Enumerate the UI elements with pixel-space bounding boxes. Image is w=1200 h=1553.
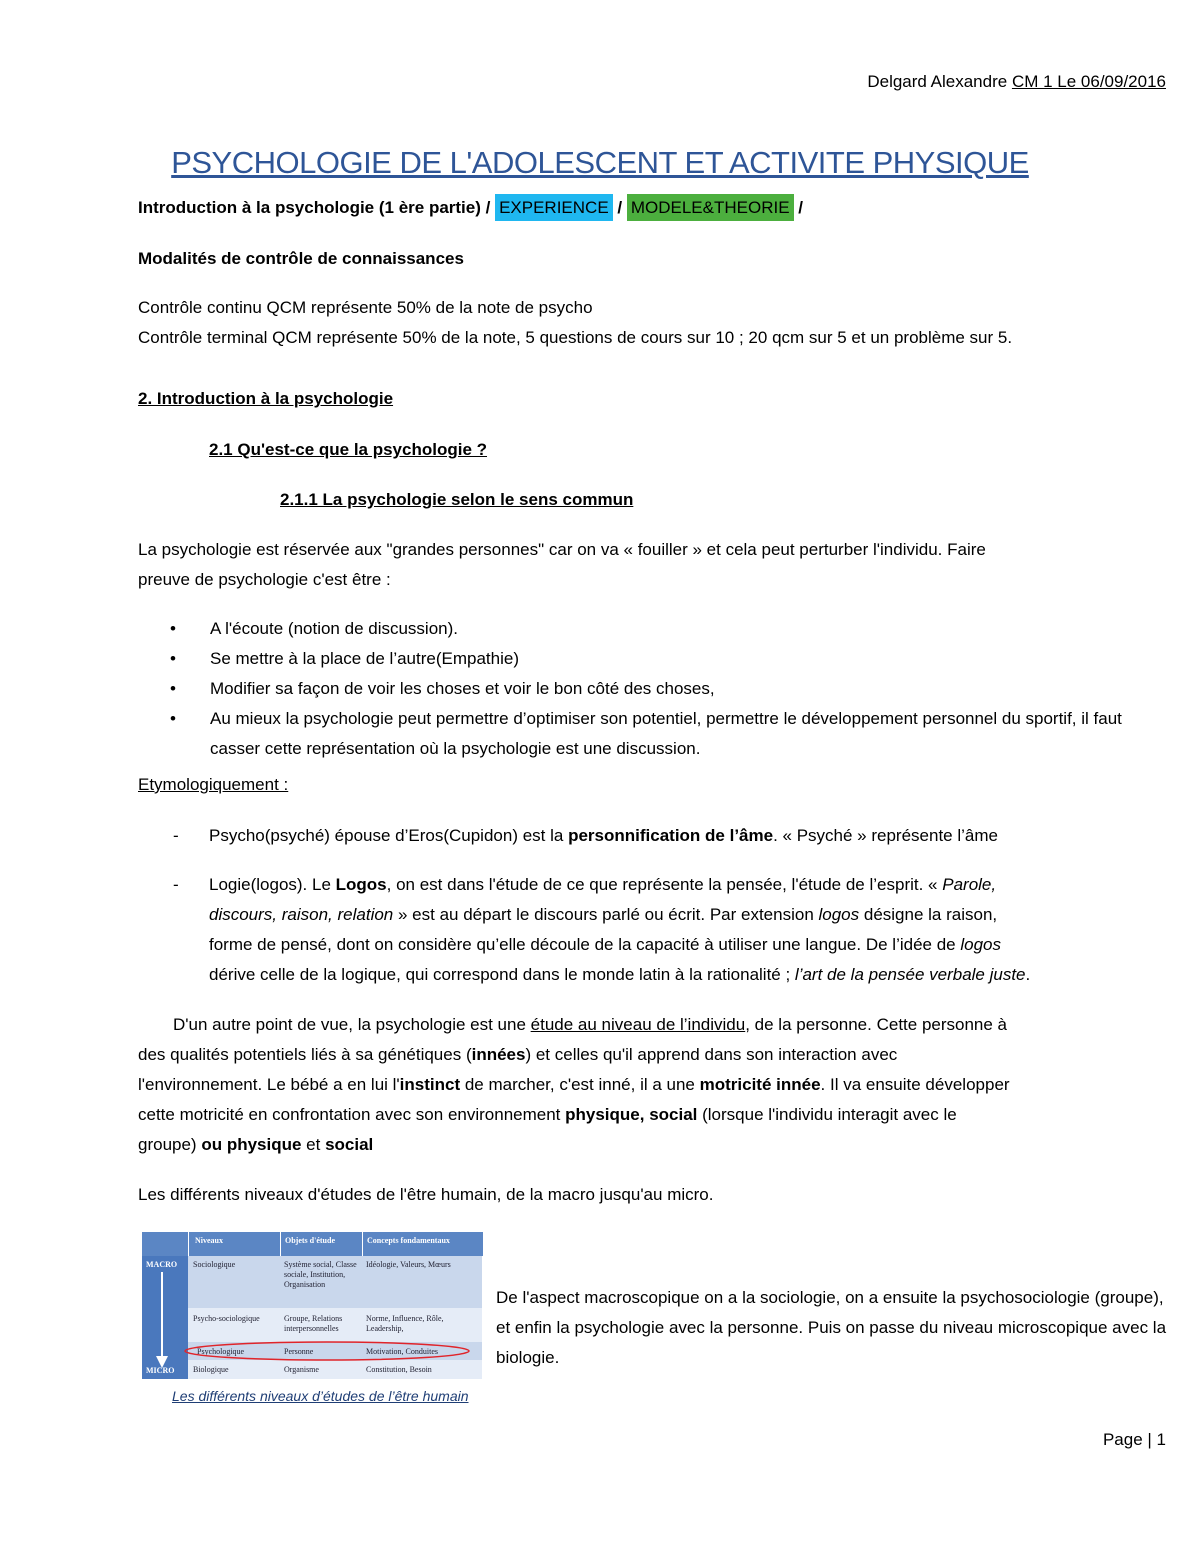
list-item: • Se mettre à la place de l’autre(Empathie) [170,644,1160,674]
logie-l1a: Logie(logos). Le [209,875,336,894]
table-cell: Biologique [193,1365,229,1374]
para2-l3: l'environnement. Le bébé a en lui l' [138,1075,400,1094]
logie-l3a: forme de pensé, dont on considère qu’elle découle de la capacité à utiliser une langue. De l’idée de [209,935,961,954]
para2-l3c: de marcher, c'est inné, il a une [460,1075,700,1094]
modalites-heading: Modalités de contrôle de connaissances [138,249,464,268]
psycho-line [209,821,998,851]
logie-l2d: désigne la raison, [859,905,998,924]
para1-line1: La psychologie est réservée aux "grandes personnes" car on va « fouiller » et cela peut perturber l'individu. Faire [138,540,986,559]
macro-label: MACRO [146,1260,178,1269]
para1-line2: preuve de psychologie c'est être : [138,570,391,589]
logie-l3b: logos [960,935,1001,954]
para2-l2: des qualités potentiels liés à sa génétiques ( [138,1045,472,1064]
para2-l2c: ) et celles qu'il apprend dans son interaction avec [525,1045,898,1064]
para2-b: étude au niveau de l’individu [530,1015,746,1034]
table-cell: Groupe, Relations interpersonnelles [284,1314,343,1333]
experience-tag[interactable]: EXPERIENCE [495,194,613,221]
etymo-heading: Etymologiquement : [138,775,289,794]
section-2-1-heading: 2.1 Qu'est-ce que la psychologie ? [209,440,488,459]
para2-line4 [138,1100,957,1130]
para2-l5c: et [301,1135,326,1154]
psycho-a: Psycho(psyché) épouse d’Eros(Cupidon) est la [209,826,569,845]
dash-marker: - [173,875,179,894]
para2-line3 [138,1070,1010,1100]
table-caption: Les différents niveaux d’études de l’être humain [172,1388,469,1404]
logie-l2c: logos [818,905,860,924]
header-course: CM 1 Le 06/09/2016 [1011,72,1166,91]
section-2-1-1-heading: 2.1.1 La psychologie selon le sens commun [280,490,634,509]
para2-l2b: innées [471,1045,526,1064]
logie-l1b: Logos [335,875,387,894]
levels-table-image [142,1232,482,1379]
para2-c: , de la personne. Cette personne à [745,1015,1008,1034]
list-item: • Modifier sa façon de voir les choses et voir le bon côté des choses, [170,674,1160,704]
logie-line4 [209,960,1030,990]
niveaux-intro: Les différents niveaux d'études de l'être humain, de la macro jusqu'au micro. [138,1185,714,1204]
para2-l5d: social [325,1135,374,1154]
para2-l5: groupe) [138,1135,202,1154]
table-cell: Organisme [284,1365,319,1374]
logie-l2b: » est au départ le discours parlé ou écrit. Par extension [393,905,819,924]
table-cell: Personne [284,1347,314,1356]
logie-l2a: discours, raison, relation [209,905,394,924]
para2-line2 [138,1040,897,1070]
intro-prefix: Introduction à la psychologie (1 ère partie) / [138,198,496,217]
section-2-heading: 2. Introduction à la psychologie [138,389,394,408]
controle-continu: Contrôle continu QCM représente 50% de la note de psycho [138,298,593,317]
dash-marker: - [173,826,179,845]
table-cell: Système social, Classe sociale, Institution, Organisation [284,1260,357,1289]
para2-line1 [173,1010,1007,1040]
table-cell: Sociologique [193,1260,236,1269]
controle-terminal: Contrôle terminal QCM représente 50% de la note, 5 questions de cours sur 10 ; 20 qcm sur 5 et un problème sur 5. [138,328,1013,347]
psycho-c: . « Psyché » représente l’âme [773,826,998,845]
table-cell: Constitution, Besoin [366,1365,432,1374]
list-item: • A l'écoute (notion de discussion). [170,614,1160,644]
para2-line5 [138,1130,373,1160]
table-cell: Psycho-sociologique [193,1314,260,1323]
modele-theorie-tag[interactable]: MODELE&THEORIE [627,194,794,221]
logie-l1c: , on est dans l'étude de ce que représente la pensée, l'étude de l’esprit. « [386,875,943,894]
para2-a: D'un autre point de vue, la psychologie est une [173,1015,531,1034]
logie-l4b: l’art de la pensée verbale juste [794,965,1026,984]
para2-l4: cette motricité en confrontation avec son environnement [138,1105,566,1124]
table-cell: Motivation, Conduites [366,1347,438,1356]
logie-line1 [209,870,996,900]
para2-l4c: (lorsque l'individu interagit avec le [697,1105,957,1124]
page-header [867,72,1166,92]
bullet-list [170,614,1160,764]
intro-sep: / [612,198,627,217]
para2-l3d: motricité innée [699,1075,821,1094]
document-title: PSYCHOLOGIE DE L'ADOLESCENT ET ACTIVITE PHYSIQUE [171,145,1029,180]
intro-line [138,193,803,223]
logie-l4a: dérive celle de la logique, qui correspond dans le monde latin à la rationalité ; [209,965,795,984]
micro-label: MICRO [146,1366,175,1375]
logie-line3 [209,930,1001,960]
para2-l3e: . Il va ensuite développer [820,1075,1010,1094]
logie-line2 [209,900,997,930]
logie-l4c: . [1025,965,1031,984]
intro-suffix: / [793,198,803,217]
table-header-text: Niveaux [195,1236,223,1245]
table-cell: Norme, Influence, Rôle, Leadership, [366,1314,444,1333]
list-item: • Au mieux la psychologie peut permettre d’optimiser son potentiel, permettre le développement personnel du sportif, il faut casser cette représentation où la psychologie est une discussion. [170,704,1160,764]
para2-l4b: physique, social [565,1105,698,1124]
table-header-text: Objets d'étude [285,1236,335,1245]
table-header-text: Concepts fondamentaux [367,1236,450,1245]
page-number: Page | 1 [1102,1430,1166,1449]
para2-l5b: ou physique [201,1135,302,1154]
psycho-b: personnification de l’âme [568,826,774,845]
table-cell: Idéologie, Valeurs, Mœurs [366,1260,451,1269]
table-cell: Psychologique [197,1347,245,1356]
para2-l3b: instinct [399,1075,461,1094]
levels-description: De l'aspect macroscopique on a la sociologie, on a ensuite la psychosociologie (groupe), et enfin la psychologie avec la personne. Puis on passe du niveau microscopique avec la biologie. [496,1288,1167,1367]
header-author: Delgard Alexandre [867,72,1012,91]
logie-l1d: Parole, [942,875,997,894]
red-ellipse-highlight [142,1232,482,1379]
